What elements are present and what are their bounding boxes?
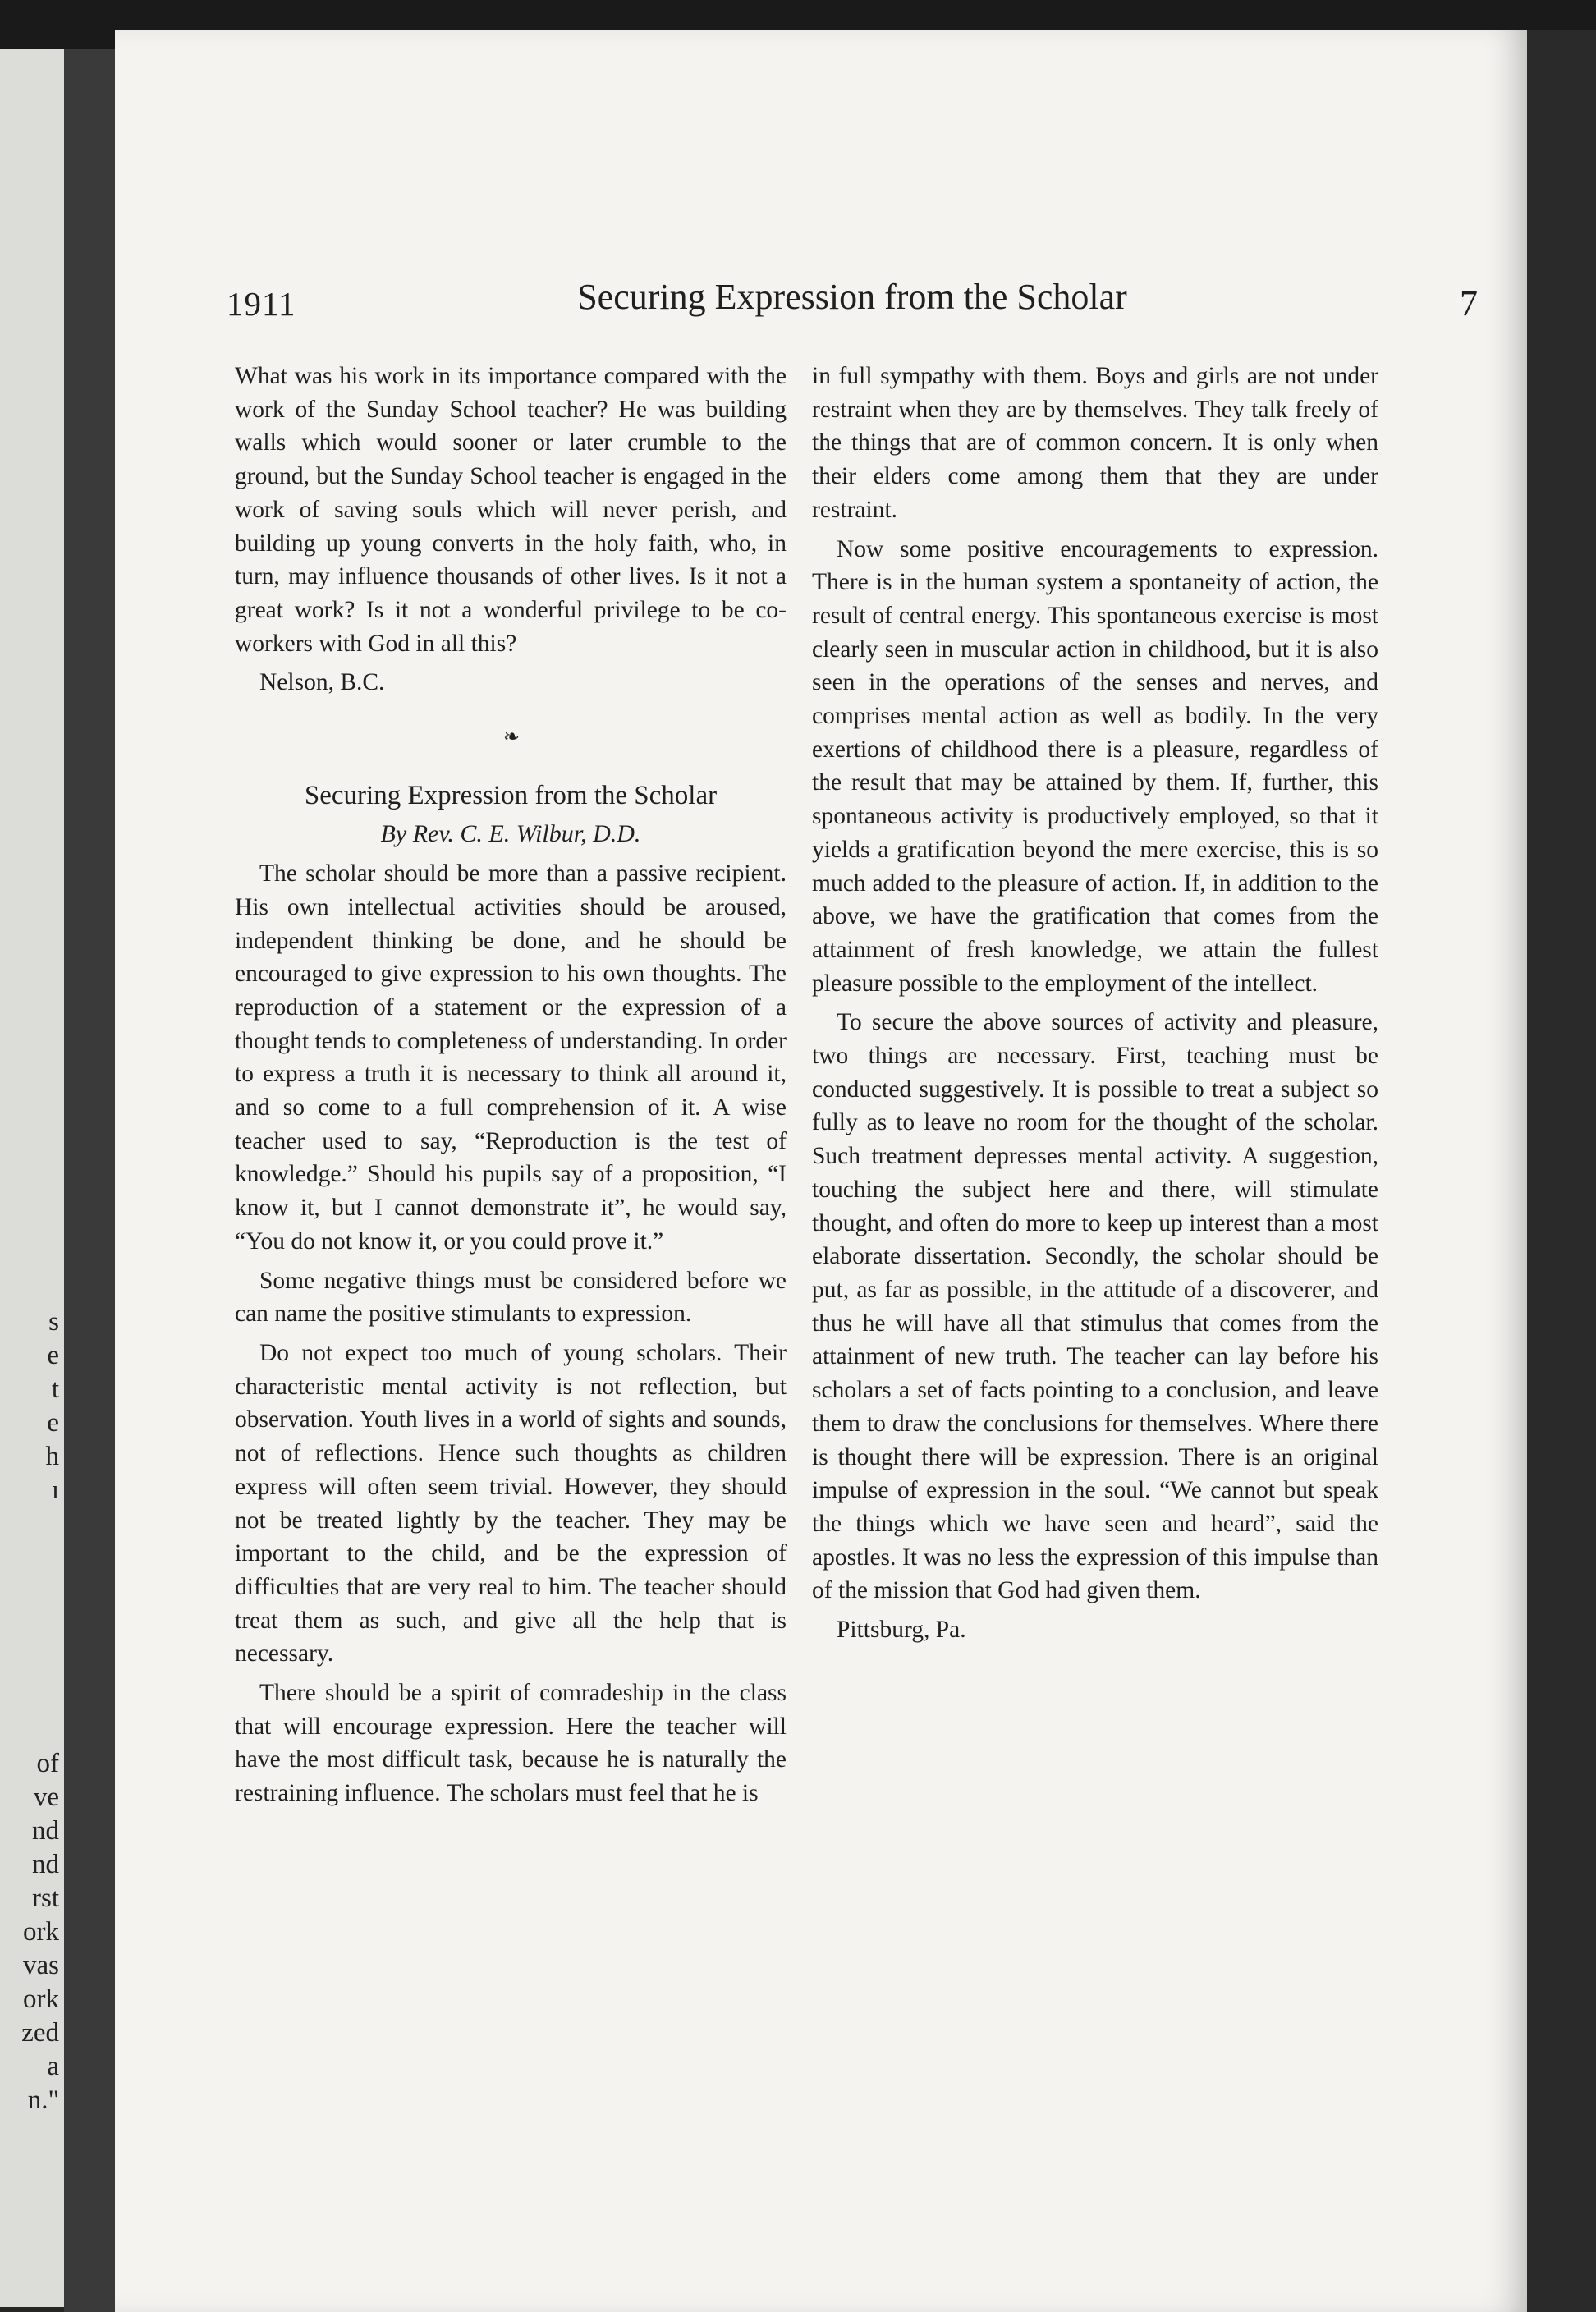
facing-page-edge (0, 49, 64, 2307)
page-number: 7 (1460, 283, 1478, 323)
book-gutter (64, 49, 115, 2312)
body-paragraph: The scholar should be more than a passive recipient. His own intellectual activities should be aroused, independent thinking be done, and he should be encouraged to give expression to his own thoughts. The reproduction of a statement or the expression of a thought tends to completeness of understanding. In order to express a truth it is necessary to think all around it, and so come to a full comprehension of it. A wise teacher used to say, “Reproduction is the test of knowledge.” Should his pupils say of a proposition, “I know it, but I cannot demonstrate it”, he would say, “You do not know it, or you could prove it.” (235, 860, 787, 1255)
body-paragraph: There should be a spirit of comradeship in the class that will encourage expression. Here the teacher will have the most difficult task, because he is naturally the restraining influence. The scholars must feel that he is (235, 1680, 787, 1807)
fragment: of (36, 1749, 59, 1778)
continuation-paragraph: in full sympathy with them. Boys and girls are not under restraint when they are by themselves. They talk freely of the things that are of common concern. It is only when their elders come among them that they are under restraint. (812, 363, 1378, 523)
fragment: t (51, 1374, 59, 1404)
fragment: zed (21, 2018, 59, 2048)
body-paragraph: Now some positive encouragements to expression. There is in the human system a spontaneity of action, the result of central energy. This spontaneous exercise is most clearly seen in muscular action in childhood, but it is also seen in the operations of the senses and nerves, and comprises mental action as well as bodily. In the very exertions of childhood there is a pleasure, regardless of the result that may be attained by them. If, further, this spontaneous activity is productively employed, so that it yields a gratification beyond the mere exercise, this is so much added to the pleasure of action. If, in addition to the above, we have the gratification that comes from the attainment of fresh knowledge, we attain the fullest pleasure possible to the employment of the intellect. (812, 535, 1378, 997)
running-head (227, 276, 1478, 333)
fragment: ork (23, 1984, 59, 2014)
left-column (235, 360, 787, 1816)
fragment: nd (32, 1816, 59, 1846)
fragment: n." (27, 2085, 59, 2115)
fragment: a (47, 2052, 59, 2081)
book-page (115, 30, 1527, 2312)
header-title: Securing Expression from the Scholar (577, 277, 1127, 317)
fragment: h (45, 1442, 59, 1471)
fragment: s (48, 1307, 59, 1337)
fragment: ve (33, 1782, 59, 1812)
fragment: ı (51, 1475, 59, 1505)
fragment: vas (23, 1951, 59, 1980)
body-paragraph: Do not expect too much of young scholars. Their characteristic mental activity is not reflection, but observation. Youth lives in a world of sights and sounds, not of reflections. Hence such thoughts as children express will often seem trivial. However, they should not be treated lightly by the teacher. They may be important to the child, and be the expression of difficulties that are very real to him. The teacher should treat them as such, and give all the help that is necessary. (235, 1339, 787, 1667)
continuation-paragraph: What was his work in its importance compared with the work of the Sunday School teacher? He was building walls which would sooner or later crumble to the ground, but the Sunday School teacher is engaged in the work of saving souls which will never perish, and building up young converts in the holy faith, who, in turn, may influence thousands of other lives. Is it not a great work? Is it not a wonderful privilege to be co-workers with God in all this? (235, 363, 787, 657)
article-title: Securing Expression from the Scholar (304, 780, 718, 810)
place-signoff: Nelson, B.C. (259, 669, 385, 696)
fragment: rst (32, 1883, 59, 1913)
header-year: 1911 (227, 285, 296, 323)
right-column (812, 360, 1378, 1653)
body-paragraph: To secure the above sources of activity and pleasure, two things are necessary. First, teaching must be conducted suggestively. It is possible to treat a subject so fully as to leave no room for the thought of the scholar. Such treatment depresses mental activity. A suggestion, touching the subject here and there, will stimulate thought, and often do more to keep up interest than a most elaborate dissertation. Secondly, the scholar should be put, as far as possible, in the attitude of a discoverer, and thus he will have all that stimulus that comes from the attainment of new truth. The teacher can lay before his scholars a set of facts pointing to a conclusion, and leave them to draw the conclusions for themselves. Where there is thought there will be expression. There is an original impulse of expression in the soul. “We cannot but speak the things which we have seen and heard”, said the apostles. It was no less the expression of this impulse than of the mission that God had given them. (812, 1009, 1378, 1604)
byline: By Rev. C. E. Wilbur, D.D. (380, 820, 641, 848)
scan-right-edge (1527, 30, 1596, 2312)
fragment: e (47, 1408, 59, 1438)
ornament-icon: ❧ (502, 727, 519, 749)
fragment: nd (32, 1850, 59, 1879)
body-paragraph: Some negative things must be considered before we can name the positive stimulants to expression. (235, 1267, 787, 1328)
fragment: ork (23, 1917, 59, 1947)
fragment: e (47, 1341, 59, 1370)
place-signoff: Pittsburg, Pa. (837, 1617, 966, 1644)
